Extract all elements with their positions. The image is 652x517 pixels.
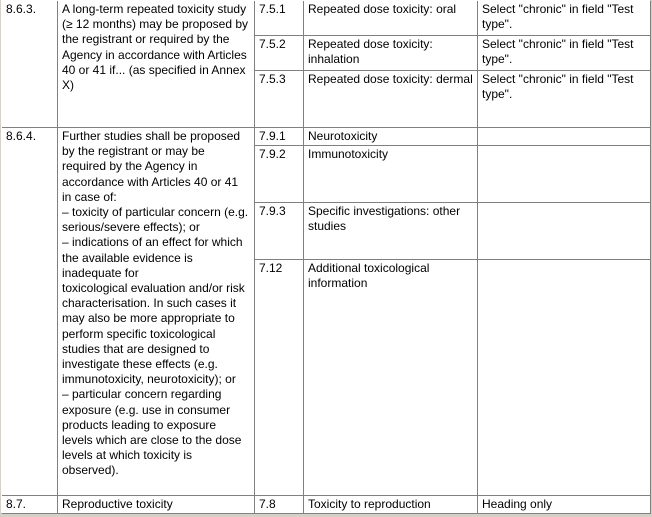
endpoint-name-cell: Additional toxicological information (304, 260, 478, 496)
instruction-cell (478, 203, 650, 260)
section-number-cell: 8.6.4. (2, 128, 58, 496)
endpoint-code-cell: 7.5.1 (255, 1, 304, 36)
instruction-cell: Heading only (482, 497, 553, 511)
endpoint-name-cell: Repeated dose toxicity: inhalation (304, 36, 478, 71)
endpoint-code-cell: 7.8 (255, 496, 304, 513)
endpoint-code-cell: 7.12 (255, 260, 304, 496)
endpoint-name-cell: Neurotoxicity (304, 128, 478, 146)
instruction-cell (478, 146, 650, 203)
endpoint-name-cell: Specific investigations: other studies (304, 203, 478, 260)
requirement-cell: Reproductive toxicity (58, 496, 255, 513)
endpoint-code-cell: 7.9.2 (255, 146, 304, 203)
endpoint-code-cell: 7.5.3 (255, 71, 304, 128)
table-row (2, 496, 650, 513)
endpoint-name-cell: Repeated dose toxicity: dermal (304, 71, 478, 128)
endpoint-code-cell: 7.9.1 (255, 128, 304, 146)
instruction-cell (478, 128, 650, 146)
instruction-cell: Select "chronic" in field "Test type". (478, 71, 650, 128)
endpoint-code-cell: 7.5.2 (255, 36, 304, 71)
endpoint-name-cell: Toxicity to reproduction (304, 496, 478, 513)
endpoint-name-cell: Repeated dose toxicity: oral (304, 1, 478, 36)
endpoint-name-cell: Immunotoxicity (304, 146, 478, 203)
instruction-cell (478, 260, 650, 496)
endpoint-code-cell: 7.9.3 (255, 203, 304, 260)
table-row (2, 128, 650, 146)
section-number-cell: 8.6.3. (2, 1, 58, 128)
requirement-cell: Further studies shall be proposed by the registrant or may be required by the Agency in accordance with Articles 40 or 41 in case of: – toxicity of particular concern (e.g. serious/severe effects); or – indications of an effect for which the available evidence is inadequate for toxicological evaluation and/or risk characterisation. In such cases it may also be more appropriate to perform specific toxicological studies that are designed to investigate these effects (e.g. immunotoxicity, neurotoxicity); or – particular concern regarding exposure (e.g. use in consumer products leading to exposure levels which are close to the dose levels at which toxicity is observed). (58, 128, 255, 496)
section-number-cell: 8.7. (2, 496, 58, 513)
instruction-cell: Select "chronic" in field "Test type". (478, 36, 650, 71)
requirements-table (1, 0, 651, 514)
table-row (2, 1, 650, 36)
instruction-cell: Select "chronic" in field "Test type". (478, 1, 650, 36)
requirement-cell: A long-term repeated toxicity study (≥ 12 months) may be proposed by the registrant or required by the Agency in accordance with Articles 40 or 41 if... (as specified in Annex X) (58, 1, 255, 128)
